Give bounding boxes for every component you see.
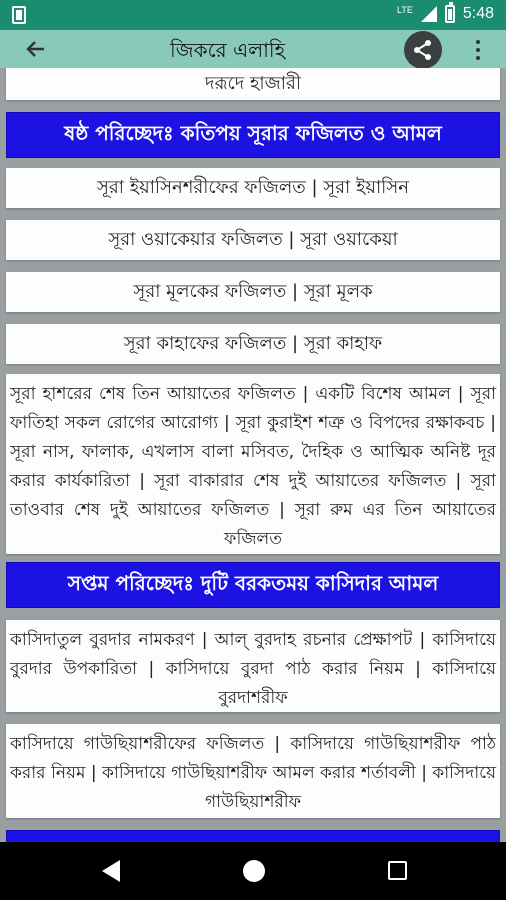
signal-icon [421, 6, 437, 22]
list-item-sura-kahf[interactable] [6, 324, 500, 364]
network-type: LTE [397, 4, 413, 15]
list-item-label: সূরা ইয়াসিনশরীফের ফজিলত | সূরা ইয়াসিন [97, 176, 409, 198]
list-item-label: সূরা কাহাফের ফজিলত | সূরা কাহাফ [123, 332, 383, 354]
list-item-sura-mulk[interactable] [6, 272, 500, 312]
section-header-7: সপ্তম পরিচ্ছেদঃ দুটি বরকতময় কাসিদার আমল [6, 562, 500, 608]
system-nav-bar [0, 842, 506, 900]
list-item-qasida-ghausia[interactable] [6, 724, 500, 818]
clock: 5:48 [462, 5, 494, 22]
list-item-sura-multi[interactable] [6, 374, 500, 554]
back-button[interactable] [20, 35, 50, 63]
page-title: জিকরে এলাহি [170, 38, 286, 62]
arrow-left-icon [24, 38, 46, 60]
section-header-next [6, 830, 500, 842]
nav-recents-button[interactable] [388, 861, 407, 880]
list-item-label: কাসিদায়ে গাউছিয়াশরীফের ফজিলত | কাসিদায়ে গাউছিয়াশরীফ পাঠ করার নিয়ম | কাসিদায়ে গাউছিয়াশরীফ আমল করার শর্তাবলী | কাসিদায়ে গাউছিয়াশরীফ [10, 734, 496, 812]
more-options-button[interactable] [468, 36, 488, 64]
status-right [397, 5, 494, 23]
list-item-label: সূরা মূলকের ফজিলত | সূরা মূলক [133, 280, 373, 302]
more-vert-icon [476, 40, 480, 44]
list-item-sura-waqia[interactable] [6, 220, 500, 260]
app-bar [0, 30, 506, 68]
list-item-qasida-burda[interactable] [6, 620, 500, 712]
list-item-sura-yasin[interactable] [6, 168, 500, 208]
notification-icon [12, 6, 26, 24]
list-item-label: দরূদে হাজারী [204, 72, 302, 94]
section-header-6: ষষ্ঠ পরিচ্ছেদঃ কতিপয় সূরার ফজিলত ও আমল [6, 112, 500, 158]
share-icon [412, 39, 434, 61]
status-bar [0, 0, 506, 30]
nav-back-button[interactable] [102, 860, 120, 882]
chapter-list [0, 68, 506, 842]
list-item-label: সূরা হাশরের শেষ তিন আয়াতের ফজিলত | একটি বিশেষ আমল | সূরা ফাতিহা সকল রোগের আরোগ্য | সূরা কুরাইশ শত্রু ও বিপদের রক্ষাকবচ | সূরা নাস, ফালাক, এখলাস বালা মসিবত, দৈহিক ও আত্মিক অনিষ্ট দূর করার কার্যকারিতা | সূরা বাকারার শেষ দুই আয়াতের ফজিলত | সূরা তাওবার শেষ দুই আয়াতের ফজিলত | সূরা রুম এর তিন আয়াতের ফজিলত [10, 384, 496, 549]
battery-icon [445, 5, 455, 23]
list-item-label: কাসিদাতুল বুরদার নামকরণ | আল্ বুরদাহ রচনার প্রেক্ষাপট | কাসিদায়ে বুরদার উপকারিতা | কাসিদায়ে বুরদা পাঠ করার নিয়ম | কাসিদায়ে বুরদাশরীফ [10, 630, 496, 708]
share-button[interactable] [404, 31, 442, 69]
list-item-durude-hazari[interactable] [6, 68, 500, 100]
list-item-label: সূরা ওয়াকেয়ার ফজিলত | সূরা ওয়াকেয়া [108, 228, 398, 250]
nav-home-button[interactable] [243, 860, 265, 882]
